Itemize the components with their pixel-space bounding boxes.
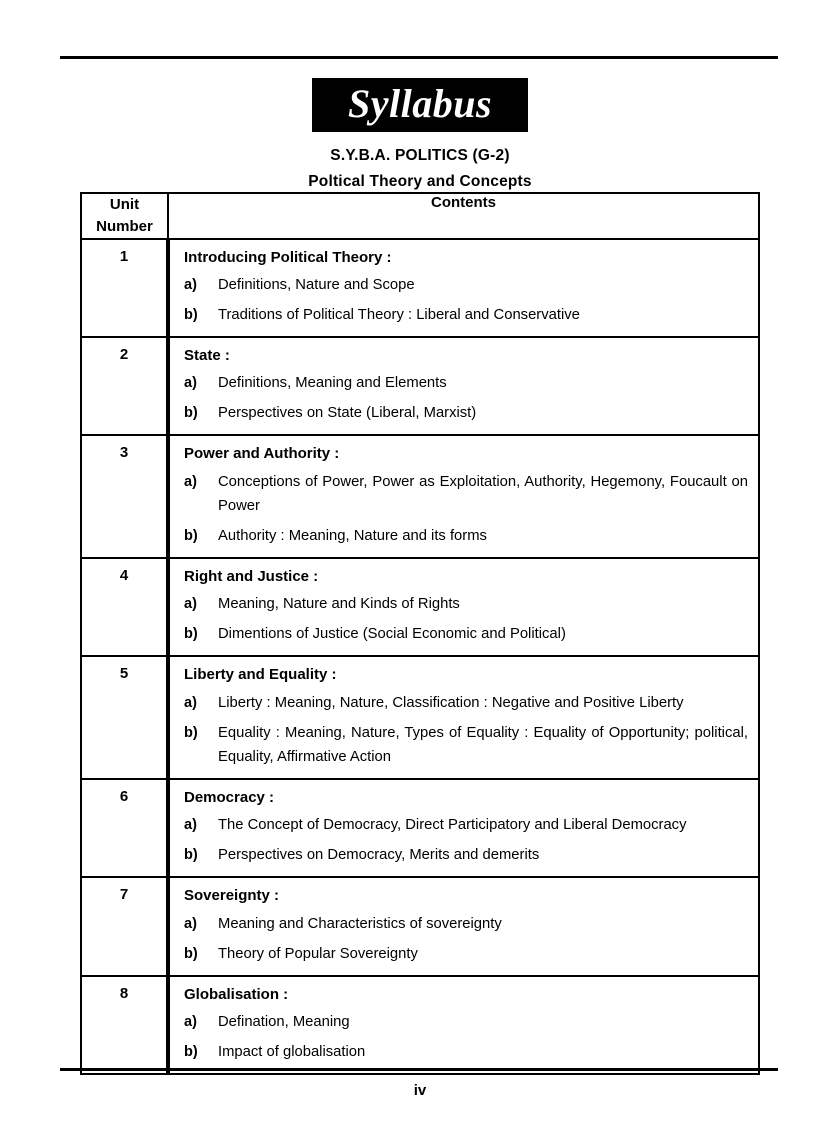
unit-contents-cell — [168, 877, 759, 975]
table-header — [81, 193, 759, 239]
unit-contents-cell — [168, 239, 759, 337]
unit-sub-item-text: Perspectives on Democracy, Merits and demerits — [218, 847, 540, 864]
unit-sub-item-text: Definitions, Meaning and Elements — [218, 375, 447, 392]
unit-sub-item — [184, 402, 750, 426]
unit-title: Sovereignty : — [184, 887, 280, 905]
unit-sub-item — [184, 943, 750, 967]
unit-sub-item — [184, 372, 750, 396]
paper-title-line: Poltical Theory and Concepts — [308, 173, 532, 191]
unit-sub-item-text: Equality : Meaning, Nature, Types of Equality : Equality of Opportunity; political, Equality, Affirmative Action — [218, 724, 748, 765]
unit-sub-item — [184, 692, 750, 716]
unit-number-cell: 4 — [81, 558, 168, 656]
unit-sub-item-marker: b) — [184, 405, 198, 422]
unit-sub-item-marker: b) — [184, 945, 198, 962]
unit-sub-item-marker: b) — [184, 847, 198, 864]
unit-sub-item-text: Meaning and Characteristics of sovereignty — [218, 915, 502, 932]
unit-sub-item-text: Meaning, Nature and Kinds of Rights — [218, 596, 460, 613]
table-row — [81, 779, 759, 877]
unit-sub-item-text: Authority : Meaning, Nature and its forms — [218, 527, 487, 544]
unit-sub-item-marker: a) — [184, 473, 197, 490]
unit-sub-item-marker: a) — [184, 596, 197, 613]
table-row — [81, 976, 759, 1074]
unit-title: State : — [184, 346, 230, 364]
unit-sub-item-marker: b) — [184, 306, 198, 323]
unit-sub-item — [184, 525, 750, 549]
unit-sub-item — [184, 304, 750, 328]
unit-sub-item-marker: b) — [184, 626, 198, 643]
unit-sub-item-text: Perspectives on State (Liberal, Marxist) — [218, 405, 477, 422]
unit-number-cell: 5 — [81, 656, 168, 778]
unit-sub-item-marker: b) — [184, 1043, 198, 1060]
column-header-unit-line2: Number — [96, 217, 153, 235]
table-row — [81, 656, 759, 778]
unit-number-cell: 6 — [81, 779, 168, 877]
syllabus-banner — [312, 78, 528, 132]
unit-sub-item — [184, 844, 750, 868]
unit-sub-item — [184, 1011, 750, 1035]
unit-contents-cell — [168, 656, 759, 778]
unit-sub-item — [184, 623, 750, 647]
unit-contents-cell — [168, 337, 759, 435]
table-row — [81, 337, 759, 435]
unit-sub-item-text: Theory of Popular Sovereignty — [218, 945, 418, 962]
unit-sub-item — [184, 814, 750, 838]
unit-title: Introducing Political Theory : — [184, 248, 392, 266]
table-body — [81, 239, 759, 1074]
unit-contents-cell — [168, 435, 759, 557]
table-row — [81, 435, 759, 557]
unit-title: Globalisation : — [184, 985, 289, 1003]
unit-sub-item — [184, 722, 750, 770]
top-divider-rule — [60, 56, 778, 59]
unit-number-cell: 1 — [81, 239, 168, 337]
unit-sub-item-text: Traditions of Political Theory : Liberal and Conservative — [218, 306, 580, 323]
unit-title: Right and Justice : — [184, 567, 319, 585]
page-header — [0, 78, 840, 191]
unit-title: Democracy : — [184, 788, 275, 806]
unit-sub-item — [184, 593, 750, 617]
table-row — [81, 877, 759, 975]
unit-sub-item-text: Conceptions of Power, Power as Exploitation, Authority, Hegemony, Foucault on Power — [218, 473, 748, 514]
unit-sub-item-text: Definitions, Nature and Scope — [218, 277, 415, 293]
unit-number-cell: 2 — [81, 337, 168, 435]
unit-sub-item — [184, 471, 750, 519]
unit-sub-item-marker: a) — [184, 277, 197, 293]
unit-sub-item-marker: a) — [184, 1014, 197, 1030]
unit-sub-item-text: Liberty : Meaning, Nature, Classification : Negative and Positive Liberty — [218, 694, 684, 711]
column-header-unit-line1: Unit — [109, 196, 140, 213]
bottom-divider-rule — [60, 1068, 778, 1071]
unit-sub-item — [184, 274, 750, 298]
unit-number-cell: 7 — [81, 877, 168, 975]
unit-title: Power and Authority : — [184, 445, 340, 463]
unit-title: Liberty and Equality : — [184, 666, 337, 684]
table-row — [81, 239, 759, 337]
syllabus-table — [80, 192, 760, 1075]
unit-sub-item-text: The Concept of Democracy, Direct Participatory and Liberal Democracy — [218, 817, 687, 834]
unit-contents-cell — [168, 976, 759, 1074]
unit-sub-item-marker: a) — [184, 375, 197, 392]
unit-sub-item — [184, 913, 750, 937]
unit-contents-cell — [168, 779, 759, 877]
column-header-unit-number — [81, 193, 168, 239]
unit-sub-item-marker: b) — [184, 527, 198, 544]
course-code-line: S.Y.B.A. POLITICS (G-2) — [330, 147, 510, 165]
unit-sub-item — [184, 1041, 750, 1065]
syllabus-banner-title: Syllabus — [347, 81, 493, 126]
column-header-contents: Contents — [168, 193, 759, 239]
table-row — [81, 558, 759, 656]
page-number: iv — [413, 1082, 427, 1099]
unit-sub-item-marker: a) — [184, 694, 197, 711]
unit-sub-item-text: Impact of globalisation — [218, 1043, 366, 1060]
unit-number-cell: 3 — [81, 435, 168, 557]
unit-sub-item-marker: b) — [184, 724, 198, 741]
unit-sub-item-marker: a) — [184, 817, 197, 834]
unit-sub-item-text: Defination, Meaning — [218, 1014, 350, 1030]
unit-sub-item-text: Dimentions of Justice (Social Economic and Political) — [218, 626, 566, 643]
unit-contents-cell — [168, 558, 759, 656]
unit-number-cell: 8 — [81, 976, 168, 1074]
table-header-row — [81, 193, 759, 239]
unit-sub-item-marker: a) — [184, 915, 197, 932]
